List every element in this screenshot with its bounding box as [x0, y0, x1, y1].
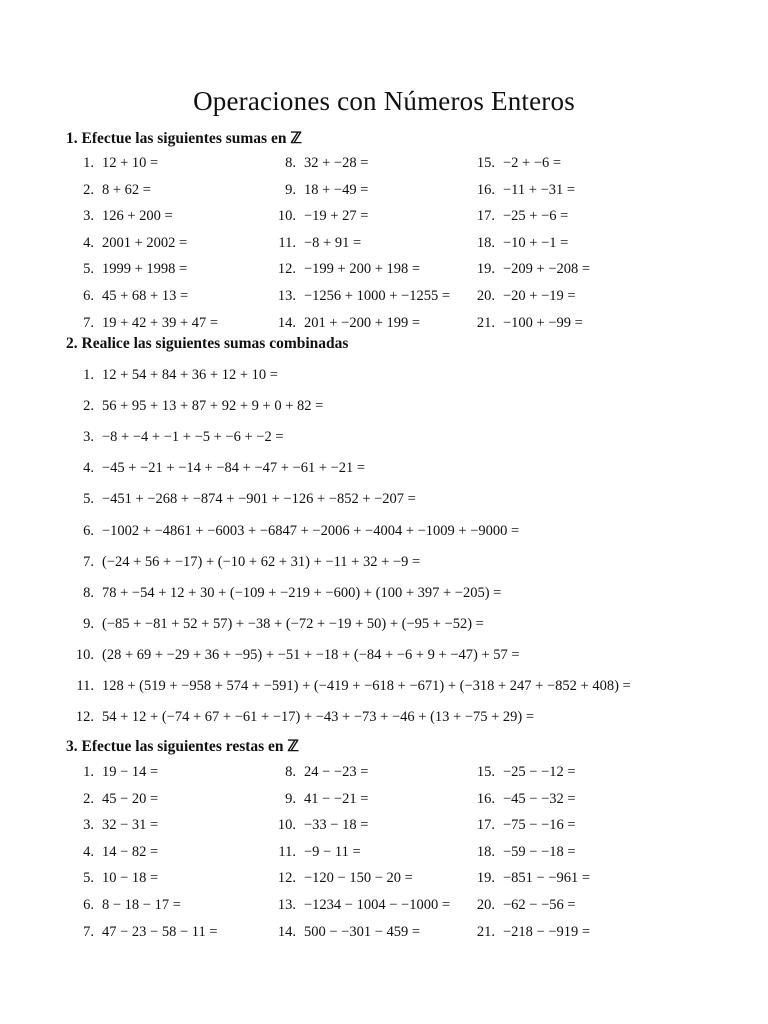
exercise-number: 6. [83, 522, 94, 539]
exercise-item [268, 762, 368, 782]
exercise-number: 5. [83, 261, 94, 278]
exercise-item [66, 868, 158, 888]
exercise-number: 2. [83, 181, 94, 198]
exercise-number: 16. [476, 790, 495, 807]
exercise-expression: 32 − 31 = [102, 817, 159, 834]
exercise-expression: −11 + −31 = [503, 181, 576, 198]
exercise-number: 13. [277, 897, 296, 913]
exercise-number: 12. [277, 870, 296, 887]
exercise-expression: −100 + −99 = [503, 314, 583, 331]
exercise-item [66, 313, 218, 333]
exercise-number: 5. [83, 491, 94, 508]
exercise-expression: 24 − −23 = [304, 764, 369, 780]
exercise-number: 1. [83, 764, 94, 780]
exercise-item [268, 922, 420, 942]
exercise-expression: 18 + −49 = [304, 181, 369, 198]
exercise-expression: −62 − −56 = [503, 897, 576, 913]
exercise-expression: −45 − −32 = [503, 790, 576, 807]
exercise-expression: 41 − −21 = [304, 790, 369, 807]
exercise-item [268, 313, 420, 333]
exercise-expression: 128 + (519 + −958 + 574 + −591) + (−419 + −618 + −671) + (−318 + 247 + −852 + 408) = [102, 678, 631, 694]
exercise-expression: 500 − −301 − 459 = [304, 923, 421, 940]
exercise-number: 18. [476, 234, 495, 251]
exercise-expression: −218 − −919 = [503, 923, 591, 940]
exercise-item [66, 489, 416, 509]
exercise-item [66, 707, 534, 727]
exercise-expression: −851 − −961 = [503, 870, 591, 887]
exercise-item [66, 286, 188, 306]
exercise-number: 15. [476, 764, 495, 780]
exercise-number: 8. [83, 584, 94, 601]
exercise-number: 4. [83, 234, 94, 251]
exercise-number: 4. [83, 843, 94, 860]
exercise-item [66, 815, 158, 835]
exercise-item [268, 789, 368, 809]
exercise-expression: 201 + −200 + 199 = [304, 314, 421, 331]
exercise-item [66, 922, 218, 942]
section-3-heading: 3. Efectue las siguientes restas en ℤ [66, 738, 299, 755]
exercise-expression: −451 + −268 + −874 + −901 + −126 + −852 + −207 = [102, 491, 416, 508]
exercise-expression: (−85 + −81 + 52 + 57) + −38 + (−72 + −19 + 50) + (−95 + −52) = [102, 615, 484, 632]
exercise-expression: (28 + 69 + −29 + 36 + −95) + −51 + −18 + (−84 + −6 + 9 + −47) + 57 = [102, 646, 520, 663]
exercise-number: 19. [476, 261, 495, 278]
exercise-number: 8. [285, 155, 296, 171]
exercise-number: 2. [83, 398, 94, 415]
exercise-expression: −25 − −12 = [503, 764, 576, 780]
exercise-expression: −209 + −208 = [503, 261, 591, 278]
exercise-number: 5. [83, 870, 94, 887]
exercise-number: 17. [476, 817, 495, 834]
exercise-number: 6. [83, 897, 94, 913]
exercise-expression: −199 + 200 + 198 = [304, 261, 421, 278]
exercise-expression: 45 + 68 + 13 = [102, 288, 189, 304]
exercise-expression: −33 − 18 = [304, 817, 369, 834]
exercise-item [66, 645, 520, 665]
exercise-item [467, 842, 576, 862]
exercise-expression: 8 + 62 = [102, 181, 151, 198]
exercise-item [268, 180, 368, 200]
exercise-item [467, 153, 561, 173]
exercise-expression: (−24 + 56 + −17) + (−10 + 62 + 31) + −11 + 32 + −9 = [102, 553, 421, 570]
exercise-item [66, 521, 519, 541]
exercise-item [467, 789, 576, 809]
exercise-expression: −59 − −18 = [503, 843, 576, 860]
exercise-expression: 14 − 82 = [102, 843, 159, 860]
exercise-item [66, 206, 173, 226]
exercise-item [268, 842, 361, 862]
exercise-expression: −9 − 11 = [304, 843, 361, 860]
exercise-number: 7. [83, 553, 94, 570]
exercise-expression: 78 + −54 + 12 + 30 + (−109 + −219 + −600) + (100 + 397 + −205) = [102, 584, 502, 601]
exercise-item [467, 206, 568, 226]
exercise-expression: 12 + 54 + 84 + 36 + 12 + 10 = [102, 367, 278, 383]
exercise-number: 8. [285, 764, 296, 780]
exercise-expression: 126 + 200 = [102, 208, 173, 225]
exercise-item [66, 895, 181, 915]
exercise-expression: 45 − 20 = [102, 790, 159, 807]
exercise-item [66, 458, 365, 478]
exercise-expression: 19 + 42 + 39 + 47 = [102, 314, 219, 331]
exercise-expression: −2 + −6 = [503, 155, 562, 171]
section-1-heading: 1. Efectue las siguientes sumas en ℤ [66, 130, 302, 147]
exercise-item [66, 789, 158, 809]
exercise-expression: −8 + −4 + −1 + −5 + −6 + −2 = [102, 429, 284, 446]
exercise-item [66, 427, 284, 447]
exercise-number: 9. [83, 615, 94, 632]
exercise-number: 19. [476, 870, 495, 887]
exercise-number: 10. [75, 646, 94, 663]
exercise-expression: −45 + −21 + −14 + −84 + −47 + −61 + −21 = [102, 460, 366, 477]
section-2-heading: 2. Realice las siguientes sumas combinadas [66, 335, 349, 352]
exercise-expression: −20 + −19 = [503, 288, 576, 304]
exercise-expression: 10 − 18 = [102, 870, 159, 887]
exercise-item [467, 762, 576, 782]
exercise-number: 2. [83, 790, 94, 807]
exercise-item [268, 286, 450, 306]
exercise-expression: 12 + 10 = [102, 155, 159, 171]
exercise-item [268, 815, 368, 835]
exercise-item [66, 842, 158, 862]
exercise-item [467, 233, 568, 253]
exercise-number: 10. [277, 817, 296, 834]
exercise-expression: −1234 − 1004 − −1000 = [304, 897, 451, 913]
exercise-number: 18. [476, 843, 495, 860]
exercise-item [268, 868, 413, 888]
exercise-expression: 56 + 95 + 13 + 87 + 92 + 9 + 0 + 82 = [102, 398, 324, 415]
exercise-expression: 19 − 14 = [102, 764, 159, 780]
exercise-item [467, 313, 583, 333]
exercise-item [66, 153, 158, 173]
exercise-number: 3. [83, 429, 94, 446]
exercise-number: 1. [83, 367, 94, 383]
exercise-expression: −10 + −1 = [503, 234, 569, 251]
exercise-item [268, 206, 368, 226]
exercise-expression: −120 − 150 − 20 = [304, 870, 413, 887]
exercise-item [66, 614, 484, 634]
exercise-item [268, 259, 420, 279]
exercise-number: 9. [285, 790, 296, 807]
exercise-item [66, 762, 158, 782]
exercise-expression: −25 + −6 = [503, 208, 569, 225]
exercise-expression: 32 + −28 = [304, 155, 369, 171]
exercise-item [66, 552, 420, 572]
exercise-expression: −75 − −16 = [503, 817, 576, 834]
exercise-number: 20. [476, 288, 495, 304]
exercise-number: 10. [277, 208, 296, 225]
exercise-expression: 54 + 12 + (−74 + 67 + −61 + −17) + −43 + −73 + −46 + (13 + −75 + 29) = [102, 709, 535, 726]
exercise-item [66, 365, 278, 385]
exercise-expression: −1002 + −4861 + −6003 + −6847 + −2006 + −4004 + −1009 + −9000 = [102, 522, 520, 539]
exercise-number: 21. [476, 314, 495, 331]
exercise-number: 1. [83, 155, 94, 171]
exercise-expression: 47 − 23 − 58 − 11 = [102, 923, 218, 940]
exercise-item [467, 815, 576, 835]
exercise-number: 7. [83, 923, 94, 940]
exercise-item [268, 153, 368, 173]
page-title: Operaciones con Números Enteros [193, 86, 575, 116]
exercise-number: 3. [83, 817, 94, 834]
exercise-number: 14. [277, 923, 296, 940]
exercise-expression: 2001 + 2002 = [102, 234, 188, 251]
exercise-number: 11. [278, 234, 296, 251]
exercise-item [467, 895, 576, 915]
exercise-number: 4. [83, 460, 94, 477]
exercise-number: 14. [277, 314, 296, 331]
exercise-expression: 1999 + 1998 = [102, 261, 188, 278]
exercise-item [268, 233, 361, 253]
exercise-expression: −8 + 91 = [304, 234, 362, 251]
exercise-item [66, 180, 151, 200]
exercise-item [467, 922, 590, 942]
exercise-expression: 8 − 18 − 17 = [102, 897, 181, 913]
exercise-number: 12. [75, 709, 94, 726]
exercise-number: 17. [476, 208, 495, 225]
exercise-item [66, 396, 323, 416]
exercise-number: 15. [476, 155, 495, 171]
exercise-item [467, 286, 576, 306]
exercise-item [66, 233, 187, 253]
exercise-item [66, 259, 187, 279]
exercise-item [268, 895, 450, 915]
exercise-number: 21. [476, 923, 495, 940]
exercise-expression: −19 + 27 = [304, 208, 369, 225]
exercise-number: 11. [76, 678, 94, 694]
exercise-item [467, 259, 590, 279]
exercise-expression: −1256 + 1000 + −1255 = [304, 288, 451, 304]
exercise-number: 11. [278, 843, 296, 860]
exercise-item [66, 676, 631, 696]
exercise-number: 20. [476, 897, 495, 913]
exercise-number: 6. [83, 288, 94, 304]
exercise-number: 9. [285, 181, 296, 198]
exercise-number: 7. [83, 314, 94, 331]
exercise-item [467, 868, 590, 888]
exercise-number: 13. [277, 288, 296, 304]
exercise-number: 3. [83, 208, 94, 225]
exercise-item [467, 180, 575, 200]
exercise-item [66, 583, 501, 603]
exercise-number: 16. [476, 181, 495, 198]
exercise-number: 12. [277, 261, 296, 278]
